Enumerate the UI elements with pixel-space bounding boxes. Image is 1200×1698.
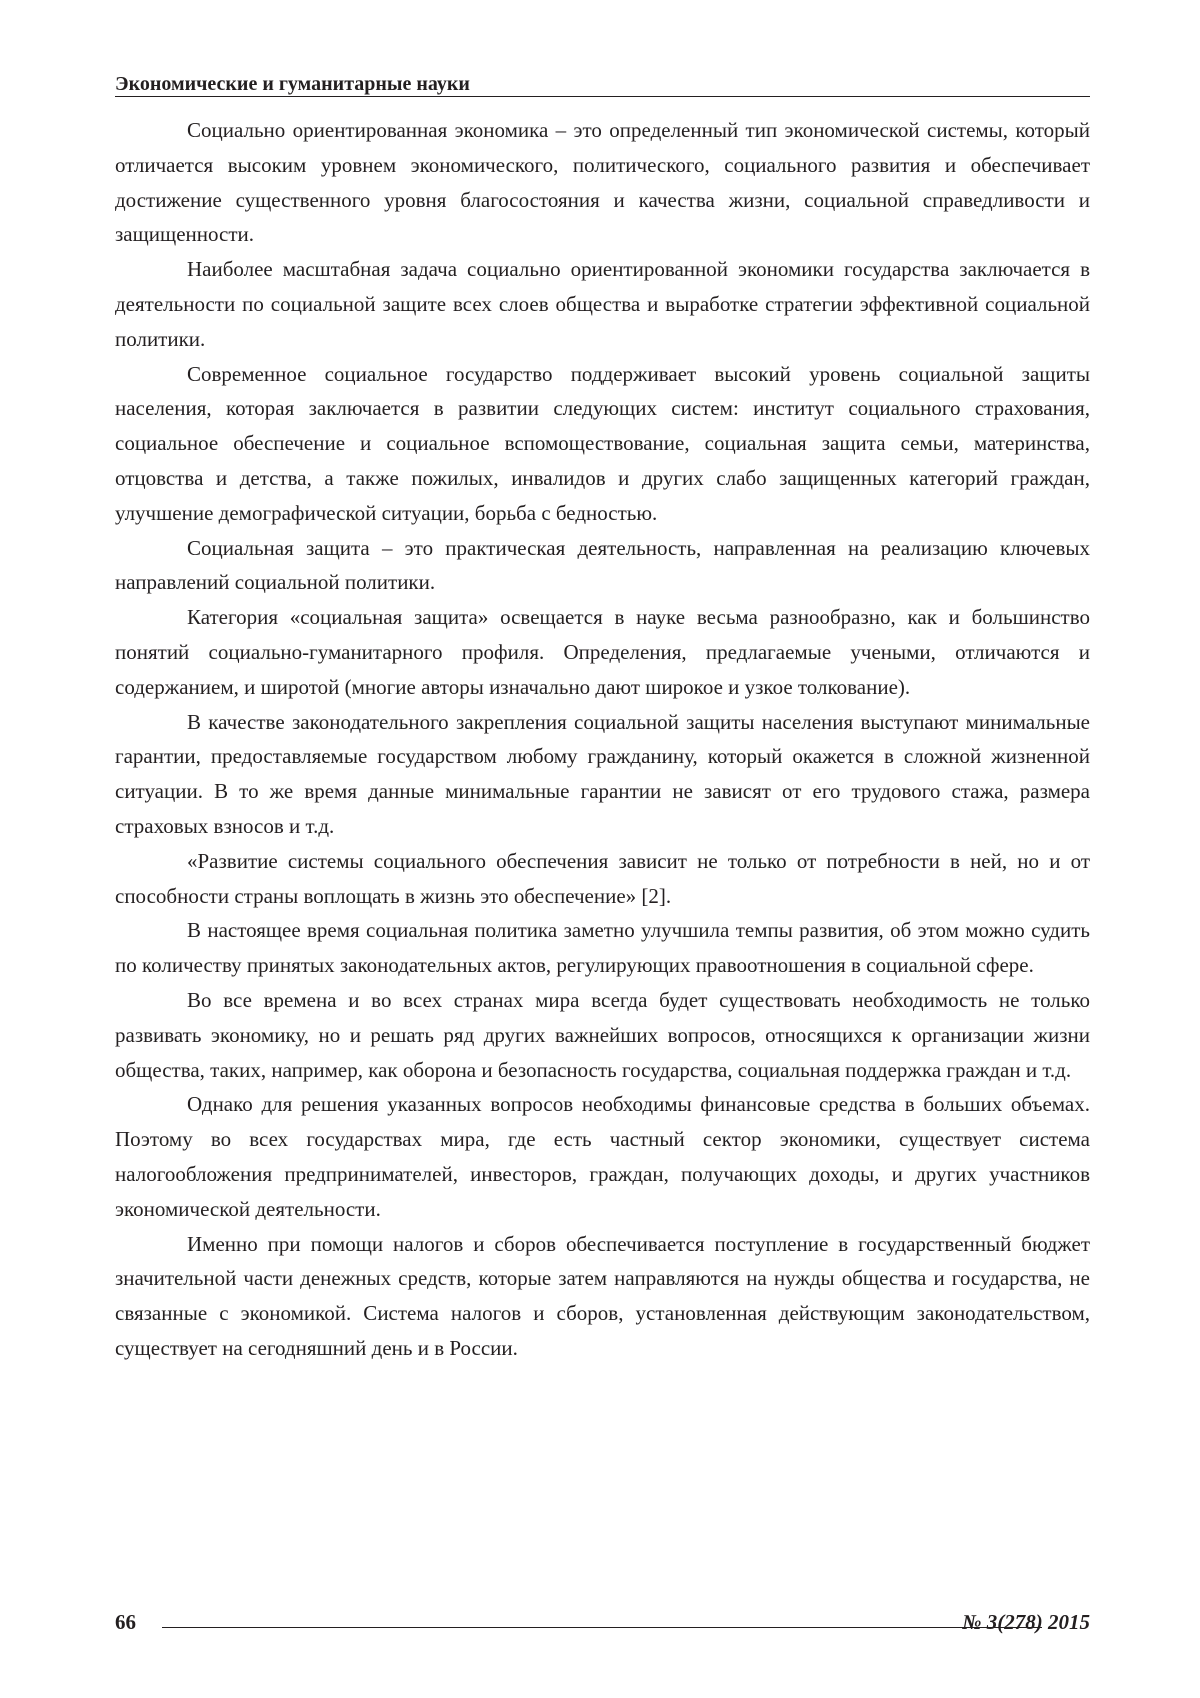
issue-number: № 3(278) 2015 — [962, 1607, 1090, 1637]
paragraph: Однако для решения указанных вопросов необходимы финансовые средства в больших объемах. Поэтому во всех государствах мира, где есть частный сектор экономики, существует система налогообложения предпринимателей, инвесторов, граждан, получающих доходы, и других участников экономической деятельности. — [115, 1087, 1090, 1226]
journal-page — [0, 0, 1200, 1698]
paragraph: Категория «социальная защита» освещается в науке весьма разнообразно, как и большинство понятий социально-гуманитарного профиля. Определения, предлагаемые учеными, отличаются и содержанием, и широтой (многие авторы изначально дают широкое и узкое толкование). — [115, 600, 1090, 704]
paragraph: Именно при помощи налогов и сборов обеспечивается поступление в государственный бюджет значительной части денежных средств, которые затем направляются на нужды общества и государства, не связанные с экономикой. Система налогов и сборов, установленная действующим законодательством, существует на сегодняшний день и в России. — [115, 1227, 1090, 1366]
paragraph: Социально ориентированная экономика – это определенный тип экономической системы, который отличается высоким уровнем экономического, политического, социального развития и обеспечивает достижение существенного уровня благосостояния и качества жизни, социальной справедливости и защищенности. — [115, 113, 1090, 252]
running-header: Экономические и гуманитарные науки — [115, 72, 1090, 97]
page-number: 66 — [115, 1607, 136, 1637]
paragraph: В качестве законодательного закрепления социальной защиты населения выступают минимальные гарантии, предоставляемые государством любому гражданину, который окажется в сложной жизненной ситуации. В то же время данные минимальные гарантии не зависят от его трудового стажа, размера страховых взносов и т.д. — [115, 705, 1090, 844]
paragraph: В настоящее время социальная политика заметно улучшила темпы развития, об этом можно судить по количеству принятых законодательных актов, регулирующих правоотношения в социальной сфере. — [115, 913, 1090, 983]
paragraph: «Развитие системы социального обеспечения зависит не только от потребности в ней, но и от способности страны воплощать в жизнь это обеспечение» [2]. — [115, 844, 1090, 914]
paragraph: Социальная защита – это практическая деятельность, направленная на реализацию ключевых направлений социальной политики. — [115, 531, 1090, 601]
footer-rule — [162, 1627, 1042, 1628]
paragraph: Наиболее масштабная задача социально ориентированной экономики государства заключается в деятельности по социальной защите всех слоев общества и выработке стратегии эффективной социальной политики. — [115, 252, 1090, 356]
page-footer — [115, 1607, 1090, 1637]
paragraph: Современное социальное государство поддерживает высокий уровень социальной защиты населения, которая заключается в развитии следующих систем: институт социального страхования, социальное обеспечение и социальное вспомоществование, социальная защита семьи, материнства, отцовства и детства, а также пожилых, инвалидов и других слабо защищенных категорий граждан, улучшение демографической ситуации, борьба с бедностью. — [115, 357, 1090, 531]
paragraph: Во все времена и во всех странах мира всегда будет существовать необходимость не только развивать экономику, но и решать ряд других важнейших вопросов, относящихся к организации жизни общества, таких, например, как оборона и безопасность государства, социальная поддержка граждан и т.д. — [115, 983, 1090, 1087]
article-body — [115, 113, 1090, 1366]
